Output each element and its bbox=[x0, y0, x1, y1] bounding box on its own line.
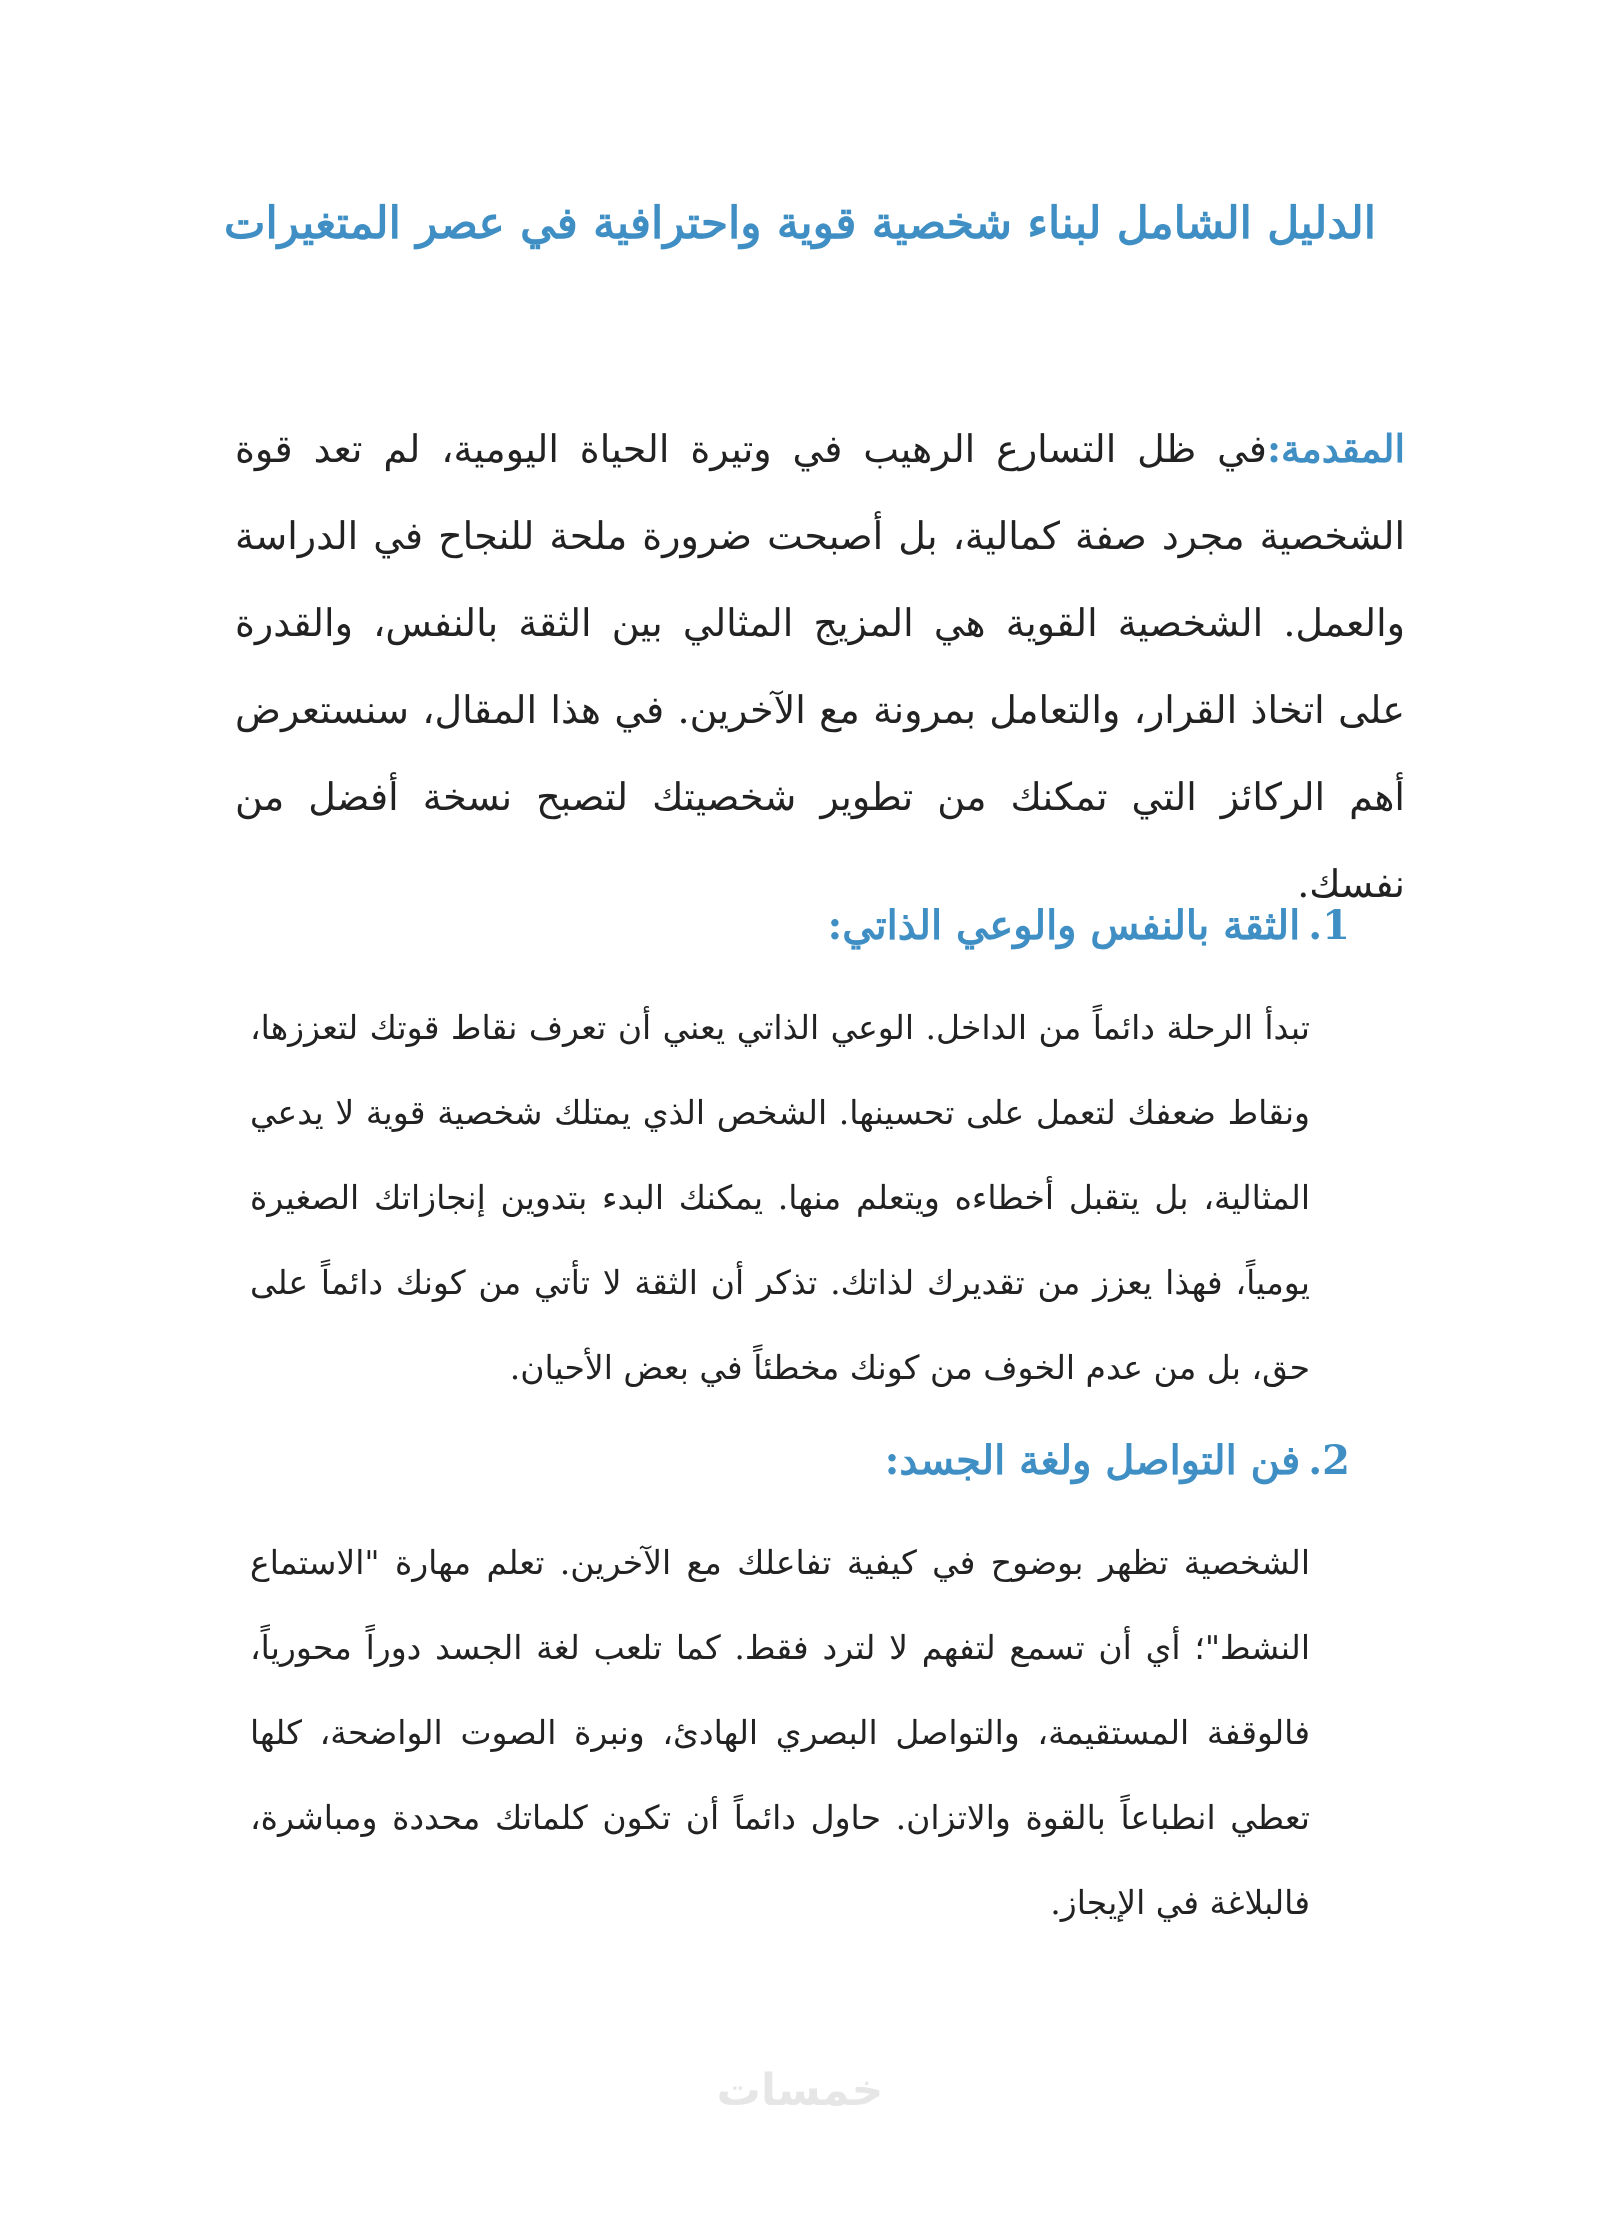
intro-text: في ظل التسارع الرهيب في وتيرة الحياة اليومية، لم تعد قوة الشخصية مجرد صفة كمالية، بل أصبحت ضرورة ملحة للنجاح في الدراسة والعمل. الشخصية القوية هي المزيج المثالي بين الثقة بالنفس، والقدرة على اتخاذ القرار، والتعامل بمرونة مع الآخرين. في هذا المقال، سنستعرض أهم الركائز التي تمكنك من تطوير شخصيتك لتصبح نسخة أفضل من نفسك. bbox=[235, 427, 1405, 906]
intro-paragraph bbox=[235, 405, 1405, 928]
section-2-body: الشخصية تظهر بوضوح في كيفية تفاعلك مع الآخرين. تعلم مهارة "الاستماع النشط"؛ أي أن تسمع لتفهم لا لترد فقط. كما تلعب لغة الجسد دوراً محورياً، فالوقفة المستقيمة، والتواصل البصري الهادئ، ونبرة الصوت الواضحة، كلها تعطي انطباعاً بالقوة والاتزان. حاول دائماً أن تكون كلماتك محددة ومباشرة، فالبلاغة في الإيجاز. bbox=[250, 1543, 1310, 1922]
document-title: الدليل الشامل لبناء شخصية قوية واحترافية في عصر المتغيرات bbox=[224, 198, 1376, 249]
section-1-heading bbox=[827, 900, 1350, 952]
watermark-logo: خمسات bbox=[716, 2065, 884, 2116]
section-1-number: 1. bbox=[1308, 902, 1350, 949]
section-1-body: تبدأ الرحلة دائماً من الداخل. الوعي الذاتي يعني أن تعرف نقاط قوتك لتعززها، ونقاط ضعفك لتعمل على تحسينها. الشخص الذي يمتلك شخصية قوية لا يدعي المثالية، بل يتقبل أخطاءه ويتعلم منها. يمكنك البدء بتدوين إنجازاتك الصغيرة يومياً، فهذا يعزز من تقديرك لذاتك. تذكر أن الثقة لا تأتي من كونك دائماً على حق، بل من عدم الخوف من كونك مخطئاً في بعض الأحيان. bbox=[250, 1008, 1310, 1387]
section-2-heading bbox=[885, 1435, 1350, 1487]
intro-label: المقدمة: bbox=[1266, 426, 1405, 471]
section-1-title: الثقة بالنفس والوعي الذاتي: bbox=[827, 902, 1301, 949]
section-2-number: 2. bbox=[1308, 1437, 1350, 1484]
section-2-title: فن التواصل ولغة الجسد: bbox=[884, 1437, 1301, 1484]
